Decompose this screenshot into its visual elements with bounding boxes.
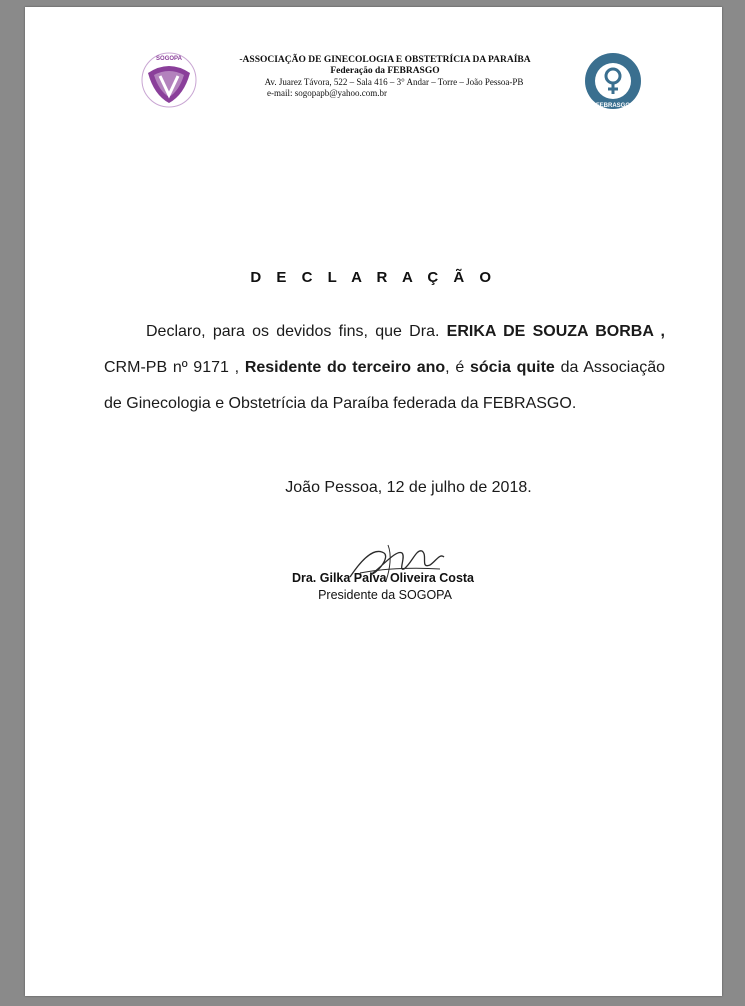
federation-line: Federação da FEBRASGO <box>330 66 440 76</box>
address-line: Av. Juarez Távora, 522 – Sala 416 – 3° Andar – Torre – João Pessoa-PB <box>264 77 524 87</box>
body-text-3: , é <box>445 359 470 376</box>
febrasgo-logo <box>583 51 643 111</box>
body-text-4: da Associação de Ginecologia e Obstetrícia da Paraíba federada da FEBRASGO. <box>104 359 666 412</box>
svg-text:SOGOPA: SOGOPA <box>156 56 182 62</box>
signatory-name: Dra. Gilka Paiva Oliveira Costa <box>291 571 475 585</box>
member-name: ERIKA DE SOUZA BORBA , <box>446 323 666 340</box>
membership-status: sócia quite <box>469 359 555 376</box>
email-line: e-mail: sogopapb@yahoo.com.br <box>267 88 388 98</box>
svg-text:FEBRASGO: FEBRASGO <box>595 103 631 109</box>
signatory-role: Presidente da SOGOPA <box>318 588 452 602</box>
body-text-2: CRM-PB nº 9171 , <box>104 359 245 376</box>
letterhead <box>220 55 550 99</box>
declaration-body <box>104 314 665 422</box>
sogopa-logo <box>140 51 198 109</box>
residency-status: Residente do terceiro ano <box>244 359 446 376</box>
org-name: -ASSOCIAÇÃO DE GINECOLOGIA E OBSTETRÍCIA DA PARAÍBA <box>239 55 531 65</box>
body-text-1: Declaro, para os devidos fins, que Dra. <box>146 323 447 340</box>
document-page <box>25 7 722 996</box>
document-title: D E C L A R A Ç Ã O <box>250 269 497 286</box>
date-line: João Pessoa, 12 de julho de 2018. <box>285 479 532 496</box>
